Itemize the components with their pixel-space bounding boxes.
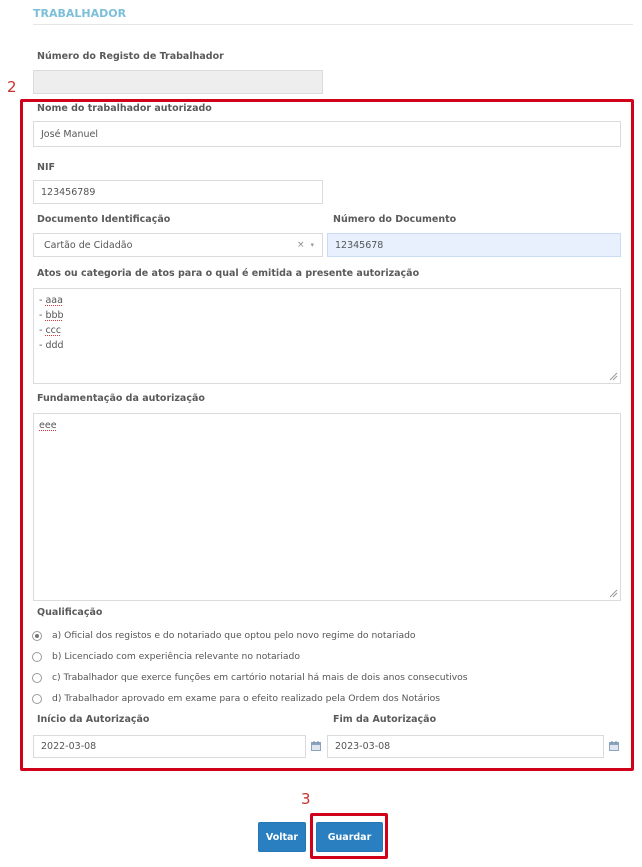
registo-number-field	[33, 70, 323, 94]
atos-line: - bbb	[39, 310, 64, 321]
nif-label: NIF	[37, 162, 55, 173]
documento-label: Documento Identificação	[37, 214, 171, 225]
fundamentacao-text: eee	[39, 420, 57, 431]
inicio-label: Início da Autorização	[37, 714, 150, 725]
documento-select[interactable]	[33, 233, 323, 257]
save-button[interactable]: Guardar	[316, 822, 383, 852]
back-button[interactable]: Voltar	[258, 822, 306, 852]
radio-button[interactable]	[32, 652, 42, 662]
nif-input[interactable]: 123456789	[33, 180, 323, 204]
qualificacao-option-a[interactable]	[32, 630, 416, 641]
radio-button[interactable]	[32, 673, 42, 683]
atos-line: - aaa	[39, 295, 63, 306]
radio-label: b) Licenciado com experiência relevante no notariado	[52, 651, 301, 662]
annotation-marker-2: 2	[7, 78, 17, 96]
highlight-frame-save	[310, 813, 388, 859]
fundamentacao-label: Fundamentação da autorização	[37, 393, 205, 404]
radio-button-checked[interactable]	[32, 631, 42, 641]
radio-label: c) Trabalhador que exerce funções em cartório notarial há mais de dois anos consecutivos	[52, 672, 468, 683]
registo-label: Número do Registo de Trabalhador	[37, 51, 224, 62]
fim-label: Fim da Autorização	[333, 714, 437, 725]
qualificacao-option-d[interactable]	[32, 693, 440, 704]
atos-line: - ccc	[39, 325, 62, 336]
chevron-down-icon[interactable]: ▾	[310, 241, 314, 249]
radio-button[interactable]	[32, 694, 42, 704]
clear-icon[interactable]: ×	[296, 240, 305, 250]
qualificacao-option-c[interactable]	[32, 672, 468, 683]
documento-selected-value: Cartão de Cidadão	[44, 239, 133, 251]
radio-label: a) Oficial dos registos e do notariado que optou pelo novo regime do notariado	[52, 630, 416, 641]
calendar-icon[interactable]	[609, 741, 619, 751]
atos-label: Atos ou categoria de atos para o qual é emitida a presente autorização	[37, 268, 420, 279]
calendar-icon[interactable]	[311, 741, 321, 751]
resize-handle-icon[interactable]	[609, 372, 618, 381]
section-divider	[33, 24, 633, 25]
resize-handle-icon[interactable]	[609, 589, 618, 598]
section-title: TRABALHADOR	[33, 7, 127, 20]
atos-textarea[interactable]	[33, 288, 621, 384]
qualificacao-label: Qualificação	[37, 607, 103, 618]
numero-documento-label: Número do Documento	[333, 214, 457, 225]
fundamentacao-textarea[interactable]	[33, 413, 621, 601]
numero-documento-input[interactable]: 12345678	[327, 233, 621, 257]
nome-input[interactable]: José Manuel	[33, 121, 621, 147]
fim-date-input[interactable]: 2023-03-08	[327, 735, 604, 758]
atos-line: - ddd	[39, 340, 64, 351]
qualificacao-option-b[interactable]	[32, 651, 300, 662]
nome-label: Nome do trabalhador autorizado	[37, 103, 212, 114]
annotation-marker-3: 3	[301, 790, 311, 808]
inicio-date-input[interactable]: 2022-03-08	[33, 735, 306, 758]
radio-label: d) Trabalhador aprovado em exame para o efeito realizado pela Ordem dos Notários	[52, 693, 441, 704]
